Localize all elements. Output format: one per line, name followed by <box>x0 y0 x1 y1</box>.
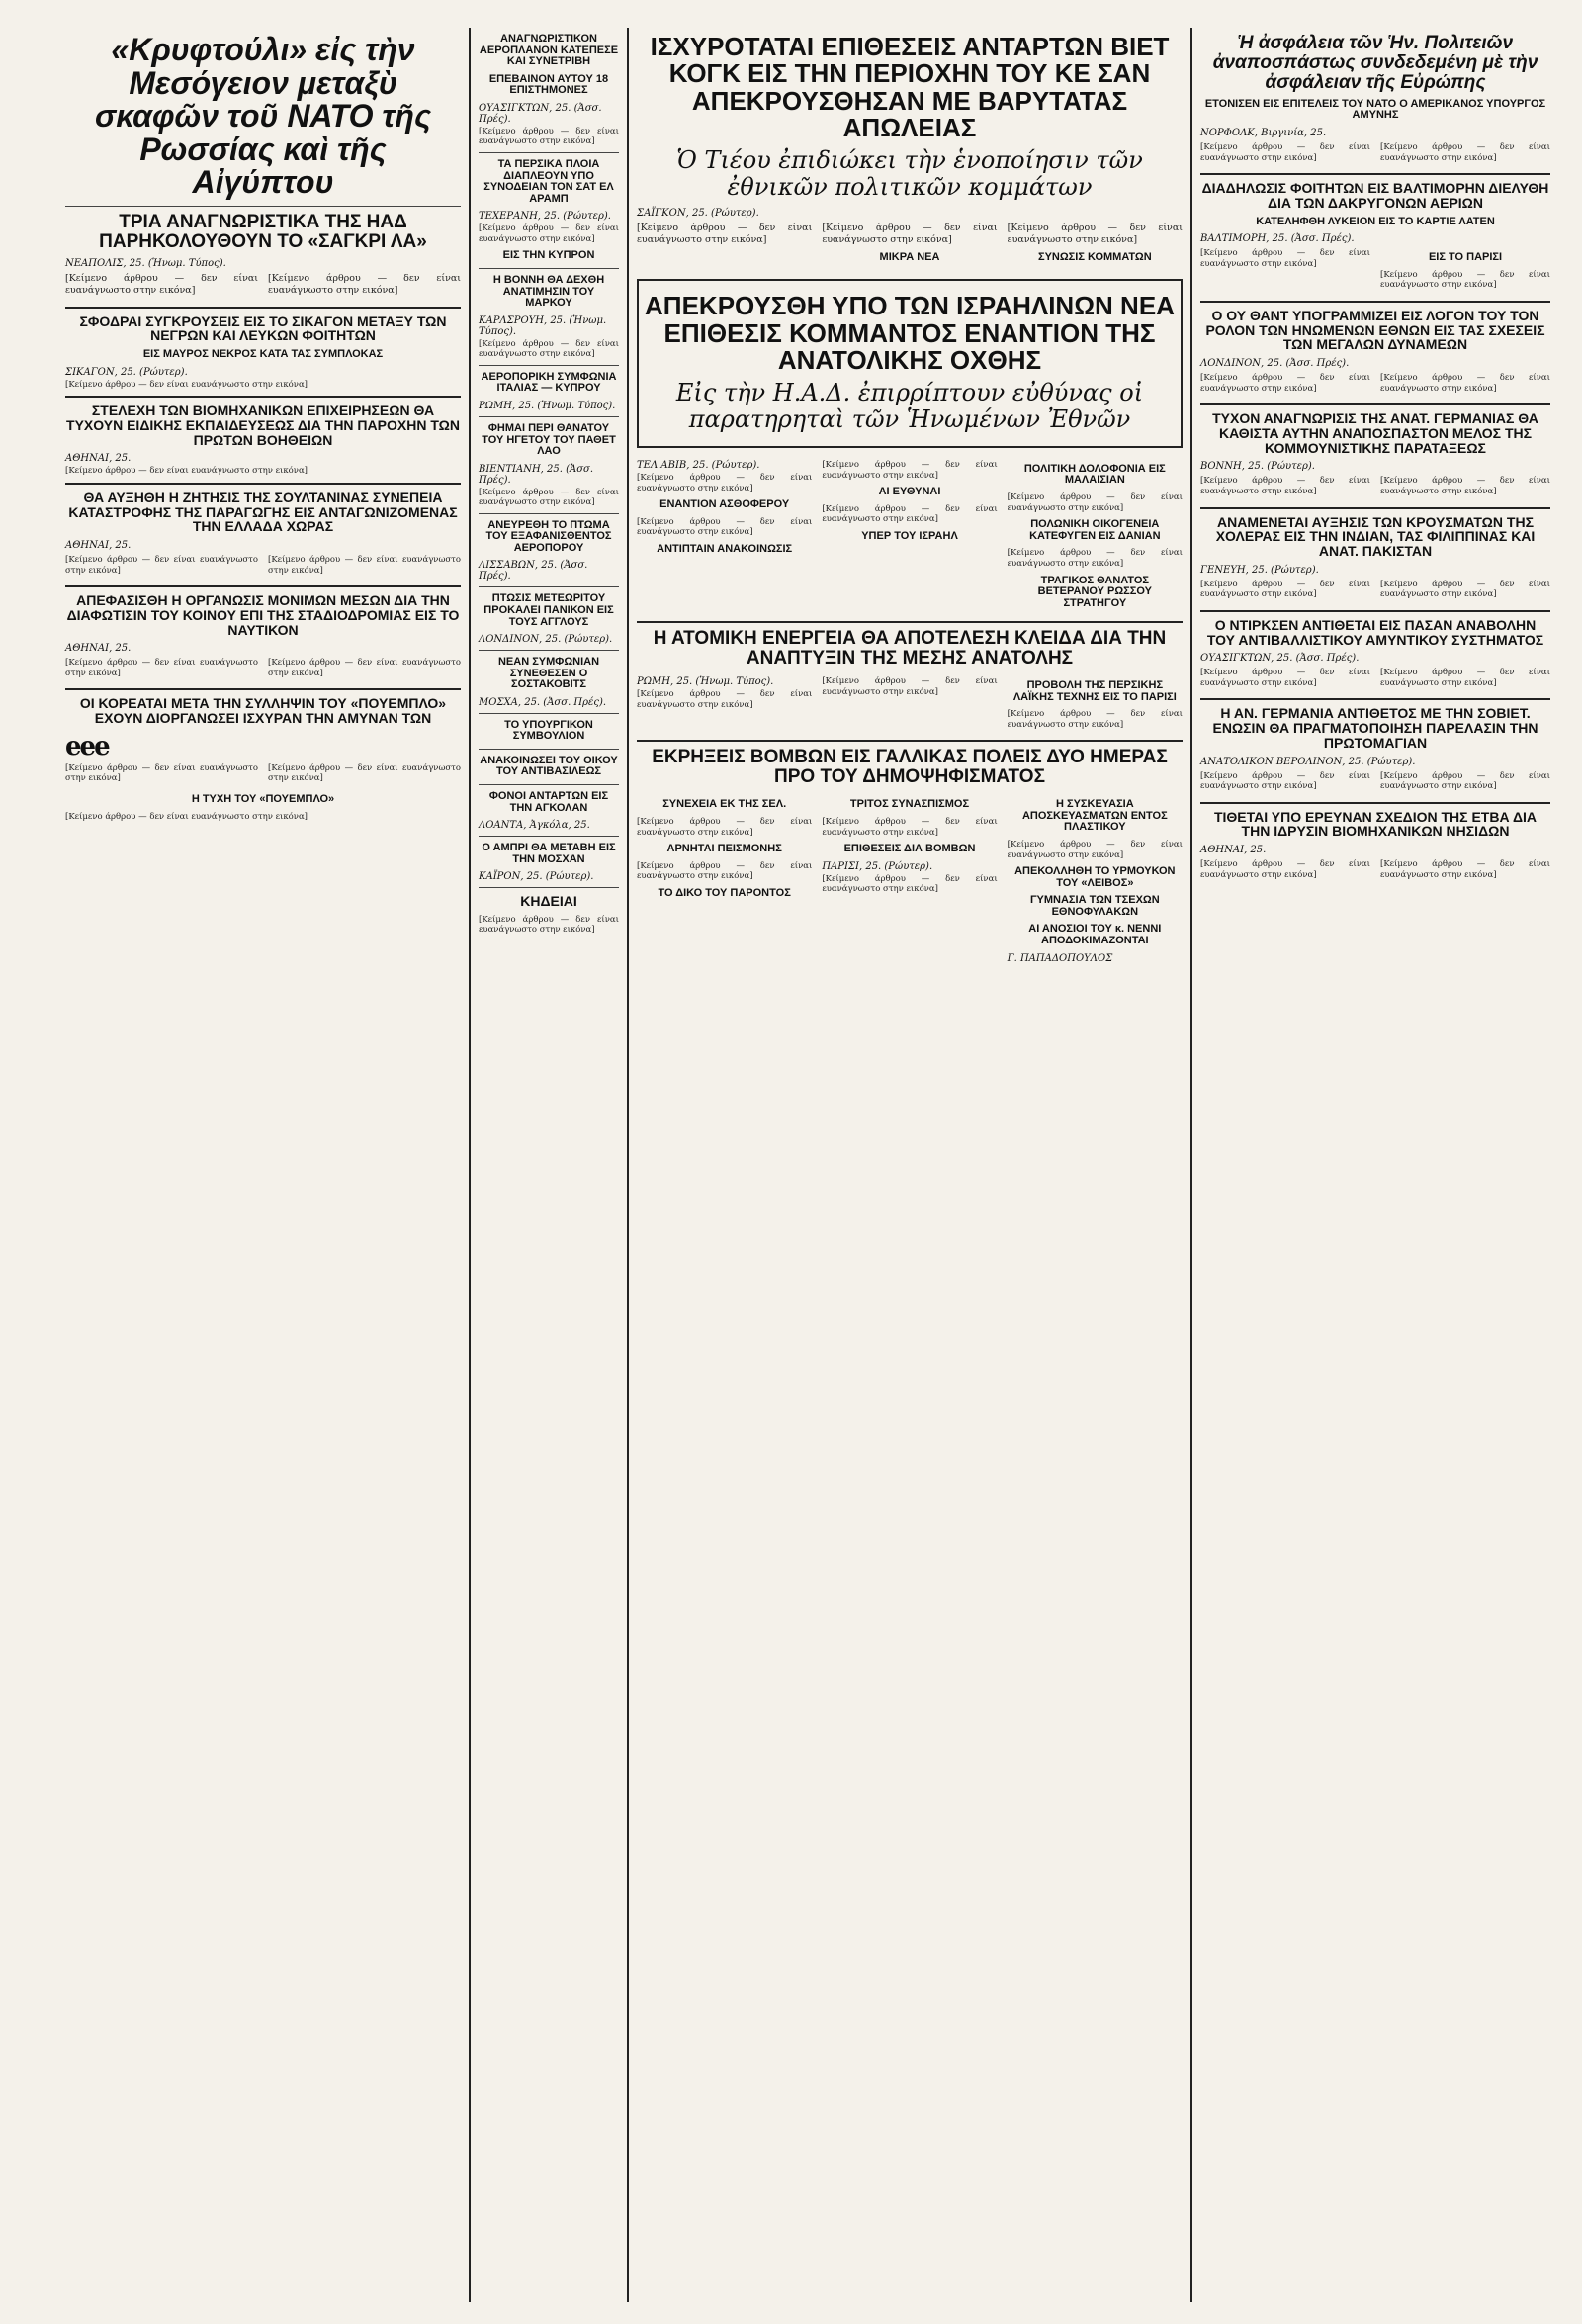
body-text: [Κείμενο άρθρου — δεν είναι ευανάγνωστο στην εικόνα] <box>479 914 619 936</box>
subhead-scientists: ΕΠΕΒΑΙΝΟΝ ΑΥΤΟΥ 18 ΕΠΙΣΤΗΜΟΝΕΣ <box>488 72 609 97</box>
dateline: ΛΟΑΝΤΑ, Ἀγκόλα, 25. <box>479 820 590 832</box>
box-nenni: ΑΙ ΑΝΟΣΙΟΙ ΤΟΥ κ. ΝΕΝΝΙ ΑΠΟΔΟΚΙΜΑΖΟΝΤΑΙ <box>1028 923 1162 946</box>
dateline: ΝΕΑΠΟΛΙΣ, 25. (Ἡνωμ. Τύπος). <box>65 257 226 269</box>
body-text: [Κείμενο άρθρου — δεν είναι ευανάγνωστο στην εικόνα] <box>65 658 258 678</box>
dateline: ΒΙΕΝΤΙΑΝΗ, 25. (Ἀσσ. Πρές). <box>479 463 594 486</box>
subhead-section: ΕΝΑΝΤΙΟΝ ΑΣΘΟΦΕΡΟΥ <box>659 498 790 511</box>
box-czech-militia: ΓΥΜΝΑΣΙΑ ΤΩΝ ΤΣΕΧΩΝ ΕΘΝΟΦΥΛΑΚΩΝ <box>1029 894 1160 918</box>
body-text: [Κείμενο άρθρου — δεν είναι ευανάγνωστο στην εικόνα] <box>1380 141 1550 163</box>
article-body <box>1200 666 1550 692</box>
headline-u-thant: Ο ΟΥ ΘΑΝΤ ΥΠΟΓΡΑΜΜΙΖΕΙ ΕΙΣ ΛΟΓΟΝ ΤΟΥ ΤΟΝ ΡΟΛΟΝ ΤΩΝ ΗΝΩΜΕΝΩΝ ΕΘΝΩΝ ΕΙΣ ΤΑΣ ΣΧΕΣΕΙΣ ΤΩΝ ΜΕΓΑΛΩΝ ΔΥΝΑΜΕΩΝ <box>1205 307 1545 353</box>
author-signature: Γ. ΠΑΠΑΔΟΠΟΥΛΟΣ <box>1007 952 1113 964</box>
body-text: [Κείμενο άρθρου — δεν είναι ευανάγνωστο στην εικόνα] <box>479 126 619 147</box>
headline-shostakovich: ΝΕΑΝ ΣΥΜΦΩΝΙΑΝ ΣΥΝΕΘΕΣΕΝ Ο ΣΟΣΤΑΚΟΒΙΤΣ <box>497 656 600 691</box>
body-text: [Κείμενο άρθρου — δεν είναι ευανάγνωστο στην εικόνα] <box>1200 476 1370 496</box>
body-text: [Κείμενο άρθρου — δεν είναι ευανάγνωστο στην εικόνα] <box>1200 248 1370 269</box>
body-text: [Κείμενο άρθρου — δεν είναι ευανάγνωστο στην εικόνα] <box>1007 492 1183 513</box>
headline-koreans-pueblo: ΟΙ ΚΟΡΕΑΤΑΙ ΜΕΤΑ ΤΗΝ ΣΥΛΛΗΨΙΝ ΤΟΥ «ΠΟΥΕΜΠΛΟ» ΕΧΟΥΝ ΔΙΟΡΓΑΝΩΣΕΙ ΙΣΧΥΡΑΝ ΤΗΝ ΑΜΥΝΑΝ ΤΩΝ <box>79 695 447 727</box>
dateline: ΑΘΗΝΑΙ, 25. <box>65 453 132 465</box>
column-2 <box>471 28 629 2302</box>
dateline: ΣΑΪΓΚΟΝ, 25. (Ρώυτερ). <box>637 207 759 219</box>
box-plastic-packaging: Η ΣΥΣΚΕΥΑΣΙΑ ΑΠΟΣΚΕΥΑΣΜΑΤΩΝ ΕΝΤΟΣ ΠΛΑΣΤΙΚΟΥ <box>1021 798 1168 834</box>
body-text: [Κείμενο άρθρου — δεν είναι ευανάγνωστο στην εικόνα] <box>1380 668 1550 688</box>
headline-meteorite: ΠΤΩΣΙΣ ΜΕΤΕΩΡΙΤΟΥ ΠΡΟΚΑΛΕΙ ΠΑΝΙΚΟΝ ΕΙΣ ΤΟΥΣ ΑΓΓΛΟΥΣ <box>483 592 614 628</box>
subhead-un-observers: Εἰς τὴν Η.Α.Δ. ἐπιρρίπτουν εὐθύνας οἱ παρατηρηταὶ τῶν Ἡνωμένων Ἐθνῶν <box>675 379 1144 433</box>
article-body <box>1200 578 1550 604</box>
body-text: [Κείμενο άρθρου — δεν είναι ευανάγνωστο στην εικόνα] <box>1007 222 1183 245</box>
headline-cabinet: ΤΟ ΥΠΟΥΡΓΙΚΟΝ ΣΥΜΒΟΥΛΙΟΝ <box>504 718 593 743</box>
box-livos-ship: ΑΠΕΚΟΛΛΗΘΗ ΤΟ ΥΡΜΟΥΚΟΝ ΤΟΥ «ΛΕΙΒΟΣ» <box>1014 865 1176 889</box>
body-text: [Κείμενο άρθρου — δεν είναι ευανάγνωστο στην εικόνα] <box>637 472 813 493</box>
headline-aviator-body: ΑΝΕΥΡΕΘΗ ΤΟ ΠΤΩΜΑ ΤΟΥ ΕΞΑΦΑΝΙΣΘΕΝΤΟΣ ΑΕΡΟΠΟΡΟΥ <box>485 518 612 554</box>
dateline: ΛΙΣΣΑΒΩΝ, 25. (Ἀσσ. Πρές). <box>479 560 588 582</box>
body-text: [Κείμενο άρθρου — δεν είναι ευανάγνωστο στην εικόνα] <box>65 811 308 822</box>
body-text: [Κείμενο άρθρου — δεν είναι ευανάγνωστο στην εικόνα] <box>1007 840 1183 860</box>
headline-atomic-energy: Η ΑΤΟΜΙΚΗ ΕΝΕΡΓΕΙΑ ΘΑ ΑΠΟΤΕΛΕΣΗ ΚΛΕΙΔΑ ΔΙΑ ΤΗΝ ΑΝΑΠΤΥΞΙΝ ΤΗΣ ΜΕΣΗΣ ΑΝΑΤΟΛΗΣ <box>653 628 1167 670</box>
dateline: ΛΟΝΔΙΝΟΝ, 25. (Ἀσσ. Πρές). <box>1200 357 1350 369</box>
body-text: [Κείμενο άρθρου — δεν είναι ευανάγνωστο στην εικόνα] <box>1200 372 1370 394</box>
body-text: [Κείμενο άρθρου — δεν είναι ευανάγνωστο στην εικόνα] <box>1200 770 1370 792</box>
headline-bonn-mark: Η ΒΟΝΝΗ ΘΑ ΔΕΧΘΗ ΑΝΑΤΙΜΗΣΙΝ ΤΟΥ ΜΑΡΚΟΥ <box>492 273 605 310</box>
subhead-minor-news: ΜΙΚΡΑ ΝΕΑ <box>879 250 940 263</box>
dateline: ΓΕΝΕΥΗ, 25. (Ρώυτερ). <box>1200 564 1319 576</box>
box-malaysia: ΠΟΛΙΤΙΚΗ ΔΟΛΟΦΟΝΙΑ ΕΙΣ ΜΑΛΑΙΣΙΑΝ <box>1023 462 1166 487</box>
dateline: ΣΙΚΑΓΟΝ, 25. (Ρώυτερ). <box>65 366 188 378</box>
body-text: [Κείμενο άρθρου — δεν είναι ευανάγνωστο στην εικόνα] <box>637 222 813 245</box>
column-4 <box>1192 28 1558 2302</box>
dateline: ΑΘΗΝΑΙ, 25. <box>65 643 132 655</box>
dateline: ΜΟΣΧΑ, 25. (Ἀσσ. Πρές). <box>479 696 607 708</box>
dateline: ΑΘΗΝΑΙ, 25. <box>1200 845 1267 856</box>
dateline: ΒΑΛΤΙΜΟΡΗ, 25. (Ἀσσ. Πρές). <box>1200 233 1355 245</box>
body-text: [Κείμενο άρθρου — δεν είναι ευανάγνωστο στην εικόνα] <box>822 676 998 697</box>
body-text: [Κείμενο άρθρου — δεν είναι ευανάγνωστο στην εικόνα] <box>637 516 813 538</box>
body-text: [Κείμενο άρθρου — δεν είναι ευανάγνωστο στην εικόνα] <box>65 379 308 390</box>
body-text: [Κείμενο άρθρου — δεν είναι ευανάγνωστο στην εικόνα] <box>268 762 461 784</box>
column-1 <box>57 28 471 2302</box>
body-text: [Κείμενο άρθρου — δεν είναι ευανάγνωστο στην εικόνα] <box>822 459 998 481</box>
dateline: ΛΟΝΔΙΝΟΝ, 25. (Ρώυτερ). <box>479 634 613 646</box>
article-body <box>1200 371 1550 398</box>
body-text: [Κείμενο άρθρου — δεν είναι ευανάγνωστο στην εικόνα] <box>1007 709 1183 730</box>
article-body <box>637 221 1183 269</box>
article-body <box>1200 769 1550 796</box>
headline-etva: ΤΙΘΕΤΑΙ ΥΠΟ ΕΡΕΥΝΑΝ ΣΧΕΔΙΟΝ ΤΗΣ ΕΤΒΑ ΔΙΑ ΤΗΝ ΙΔΡΥΣΙΝ ΒΙΟΜΗΧΑΝΙΚΩΝ ΝΗΣΙΔΩΝ <box>1213 808 1538 840</box>
body-text: [Κείμενο άρθρου — δεν είναι ευανάγνωστο στην εικόνα] <box>1200 668 1370 688</box>
body-text: [Κείμενο άρθρου — δεν είναι ευανάγνωστο στην εικόνα] <box>268 554 461 576</box>
body-text: [Κείμενο άρθρου — δεν είναι ευανάγνωστο στην εικόνα] <box>65 762 258 784</box>
subhead-cyprus: ΕΙΣ ΤΗΝ ΚΥΠΡΟΝ <box>502 249 595 262</box>
subhead-latin-quarter: ΚΑΤΕΛΗΦΘΗ ΛΥΚΕΙΟΝ ΕΙΣ ΤΟ ΚΑΡΤΙΕ ΛΑΤΕΝ <box>1256 215 1495 227</box>
headline-sultanina: ΘΑ ΑΥΞΗΘΗ Η ΖΗΤΗΣΙΣ ΤΗΣ ΣΟΥΛΤΑΝΙΝΑΣ ΣΥΝΕΠΕΙΑ ΚΑΤΑΣΤΡΟΦΗΣ ΤΗΣ ΠΑΡΑΓΩΓΗΣ ΕΙΣ ΑΝΤΑΓΩΝΙΖΟΜΕΝΑΣ ΤΗΝ ΕΛΛΑΔΑ ΧΩΡΑΣ <box>68 489 458 535</box>
headline-viet-cong: ΙΣΧΥΡΟΤΑΤΑΙ ΕΠΙΘΕΣΕΙΣ ΑΝΤΑΡΤΩΝ ΒΙΕΤ ΚΟΓΚ ΕΙΣ ΤΗΝ ΠΕΡΙΟΧΗΝ ΤΟΥ ΚΕ ΣΑΝ ΑΠΕΚΡΟΥΣΘΗΣΑΝ ΜΕ ΒΑΡΥΤΑΤΑΣ ΑΠΩΛΕΙΑΣ <box>650 32 1170 142</box>
dateline: ΡΩΜΗ, 25. (Ἡνωμ. Τύπος). <box>479 400 616 411</box>
headline-israel-commandos: ΑΠΕΚΡΟΥΣΘΗ ΥΠΟ ΤΩΝ ΙΣΡΑΗΛΙΝΩΝ ΝΕΑ ΕΠΙΘΕΣΙΣ ΚΟΜΜΑΝΤΟΣ ΕΝΑΝΤΙΟΝ ΤΗΣ ΑΝΑΤΟΛΙΚΗΣ ΟΧΘΗΣ <box>645 291 1175 375</box>
subhead-section: ΑΡΝΗΤΑΙ ΠΕΙΣΜΟΝΗΣ <box>666 843 782 855</box>
dateline: ΑΘΗΝΑΙ, 25. <box>65 539 132 551</box>
dateline: ΝΟΡΦΟΛΚ, Βιργινία, 25. <box>1200 127 1327 138</box>
body-text: [Κείμενο άρθρου — δεν είναι ευανάγνωστο στην εικόνα] <box>1380 372 1550 394</box>
subhead-chicago: ΕΙΣ ΜΑΥΡΟΣ ΝΕΚΡΟΣ ΚΑΤΑ ΤΑΣ ΣΥΜΠΛΟΚΑΣ <box>142 347 384 360</box>
column-3 <box>629 28 1192 2302</box>
dateline: ΚΑΪΡΟΝ, 25. (Ρώυτερ). <box>479 871 594 883</box>
body-text: [Κείμενο άρθρου — δεν είναι ευανάγνωστο στην εικόνα] <box>822 222 998 245</box>
subhead-continued: ΣΥΝΕΧΕΙΑ ΕΚ ΤΗΣ ΣΕΛ. <box>662 798 787 811</box>
box-persian-art: ΠΡΟΒΟΛΗ ΤΗΣ ΠΕΡΣΙΚΗΣ ΛΑΪΚΗΣ ΤΕΧΝΗΣ ΕΙΣ ΤΟ ΠΑΡΙΣΙ <box>1012 679 1177 703</box>
body-text: [Κείμενο άρθρου — δεν είναι ευανάγνωστο στην εικόνα] <box>637 689 813 710</box>
headline-regent: ΑΝΑΚΟΙΝΩΣΕΙ ΤΟΥ ΟΙΚΟΥ ΤΟΥ ΑΝΤΙΒΑΣΙΛΕΩΣ <box>480 754 618 778</box>
body-text: [Κείμενο άρθρου — δεν είναι ευανάγνωστο στην εικόνα] <box>1380 770 1550 792</box>
body-text: [Κείμενο άρθρου — δεν είναι ευανάγνωστο στην εικόνα] <box>65 554 258 576</box>
agency-logo: eee <box>65 731 109 761</box>
body-text: [Κείμενο άρθρου — δεν είναι ευανάγνωστο στην εικόνα] <box>637 860 813 882</box>
france-body <box>637 793 1183 965</box>
body-text: [Κείμενο άρθρου — δεν είναι ευανάγνωστο στην εικόνα] <box>479 338 619 360</box>
dateline: ΤΕΛ ΑΒΙΒ, 25. (Ρώυτερ). <box>637 459 760 471</box>
headline-baltimore: ΔΙΑΔΗΛΩΣΙΣ ΦΟΙΤΗΤΩΝ ΕΙΣ ΒΑΛΤΙΜΟΡΗΝ ΔΙΕΛΥΘΗ ΔΙΑ ΤΩΝ ΔΑΚΡΥΓΟΝΩΝ ΑΕΡΙΩΝ <box>1201 180 1549 211</box>
subhead-section: ΑΙ ΕΥΘΥΝΑΙ <box>878 486 941 498</box>
article-body <box>65 553 461 580</box>
dateline: ΒΟΝΝΗ, 25. (Ρώυτερ). <box>1200 461 1315 473</box>
article-body <box>65 761 461 788</box>
body-text: [Κείμενο άρθρου — δεν είναι ευανάγνωστο στην εικόνα] <box>268 658 461 678</box>
dateline: ΡΩΜΗ, 25. (Ἡνωμ. Τύπος). <box>637 676 774 688</box>
body-text: [Κείμενο άρθρου — δεν είναι ευανάγνωστο στην εικόνα] <box>1380 579 1550 600</box>
body-text: [Κείμενο άρθρου — δεν είναι ευανάγνωστο στην εικόνα] <box>1200 859 1370 880</box>
dateline: ΑΝΑΤΟΛΙΚΟΝ ΒΕΡΟΛΙΝΟΝ, 25. (Ρώυτερ). <box>1200 756 1416 767</box>
dateline: ΤΕΧΕΡΑΝΗ, 25. (Ρώυτερ). <box>479 211 611 223</box>
headline-navy-careers: ΑΠΕΦΑΣΙΣΘΗ Η ΟΡΓΑΝΩΣΙΣ ΜΟΝΙΜΩΝ ΜΕΣΩΝ ΔΙΑ ΤΗΝ ΔΙΑΦΩΤΙΣΙΝ ΤΟΥ ΚΟΙΝΟΥ ΕΠΙ ΤΗΣ ΣΤΑΔΙΟΔΡΟΜΙΑΣ ΕΙΣ ΤΟ ΝΑΥΤΙΚΟΝ <box>66 592 460 638</box>
body-text: [Κείμενο άρθρου — δεν είναι ευανάγνωστο στην εικόνα] <box>1380 269 1550 291</box>
headline-us-europe-security: Ἡ ἀσφάλεια τῶν Ἡν. Πολιτειῶν ἀναποσπάστως συνδεδεμένη μὲ τὴν ἀσφάλειαν τῆς Εὐρώπης <box>1212 33 1538 93</box>
headline-may-day: Η ΑΝ. ΓΕΡΜΑΝΙΑ ΑΝΤΙΘΕΤΟΣ ΜΕ ΤΗΝ ΣΟΒΙΕΤ. ΕΝΩΣΙΝ ΘΑ ΠΡΑΓΜΑΤΟΠΟΙΗΣΗ ΠΑΡΕΛΑΣΙΝ ΤΗΝ ΠΡΩΤΟΜΑΓΙΑΝ <box>1212 705 1538 751</box>
subhead-section: ΕΠΙΘΕΣΕΙΣ ΔΙΑ ΒΟΜΒΩΝ <box>843 843 976 855</box>
subhead-section: ΑΝΤΙΠΤΑΙΝ ΑΝΑΚΟΙΝΩΣΙΣ <box>657 542 793 555</box>
subhead-thieu: Ὁ Τιέου ἐπιδιώκει τὴν ἑνοποίησιν τῶν ἐθνικῶν πολιτικῶν κομμάτων <box>676 146 1143 201</box>
article-body <box>65 656 461 682</box>
body-text: [Κείμενο άρθρου — δεν είναι ευανάγνωστο στην εικόνα] <box>822 873 998 895</box>
headline-bombs-france: ΕΚΡΗΞΕΙΣ ΒΟΜΒΩΝ ΕΙΣ ΓΑΛΛΙΚΑΣ ΠΟΛΕΙΣ ΔΥΟ ΗΜΕΡΑΣ ΠΡΟ ΤΟΥ ΔΗΜΟΨΗΦΙΣΜΑΤΟΣ <box>652 747 1168 788</box>
body-text: [Κείμενο άρθρου — δεν είναι ευανάγνωστο στην εικόνα] <box>1380 476 1550 496</box>
israel-body <box>637 458 1183 615</box>
body-text: [Κείμενο άρθρου — δεν είναι ευανάγνωστο στην εικόνα] <box>479 223 619 244</box>
article-body <box>1200 246 1550 295</box>
headline-mediterranean: «Κρυφτούλι» εἰς τὴν Μεσόγειον μεταξὺ σκαφῶν τοῦ ΝΑΤΟ τῆς Ρωσσίας καὶ τῆς Αἰγύπτου <box>95 32 431 201</box>
headline-persian-ships: ΤΑ ΠΕΡΣΙΚΑ ΠΛΟΙΑ ΔΙΑΠΛΕΟΥΝ ΥΠΟ ΣΥΝΟΔΕΙΑΝ ΤΟΝ ΣΑΤ ΕΛ ΑΡΑΜΠ <box>483 157 614 205</box>
headline-angola: ΦΟΝΟΙ ΑΝΤΑΡΤΩΝ ΕΙΣ ΤΗΝ ΑΓΚΟΛΑΝ <box>488 789 609 814</box>
headline-dirksen: Ο ΝΤΙΡΚΣΕΝ ΑΝΤΙΘΕΤΑΙ ΕΙΣ ΠΑΣΑΝ ΑΝΑΒΟΛΗΝ ΤΟΥ ΑΝΤΙΒΑΛΛΙΣΤΙΚΟΥ ΑΜΥΝΤΙΚΟΥ ΣΥΣΤΗΜΑΤΟΣ <box>1206 616 1544 648</box>
body-text: [Κείμενο άρθρου — δεν είναι ευανάγνωστο στην εικόνα] <box>1200 141 1370 163</box>
body-text: [Κείμενο άρθρου — δεν είναι ευανάγνωστο στην εικόνα] <box>268 272 461 296</box>
headline-italy-cyprus: ΑΕΡΟΠΟΡΙΚΗ ΣΥΜΦΩΝΙΑ ΙΤΑΛΙΑΣ — ΚΥΠΡΟΥ <box>481 370 617 395</box>
article-body <box>1200 857 1550 884</box>
headline-chicago: ΣΦΟΔΡΑΙ ΣΥΓΚΡΟΥΣΕΙΣ ΕΙΣ ΤΟ ΣΙΚΑΓΟΝ ΜΕΤΑΞΥ ΤΩΝ ΝΕΓΡΩΝ ΚΑΙ ΛΕΥΚΩΝ ΦΟΙΤΗΤΩΝ <box>79 313 447 344</box>
subhead-section: ΤΟ ΔΙΚΟ ΤΟΥ ΠΑΡΟΝΤΟΣ <box>658 886 791 899</box>
article-body <box>1200 140 1550 167</box>
article-body <box>1200 474 1550 500</box>
body-text: [Κείμενο άρθρου — δεν είναι ευανάγνωστο στην εικόνα] <box>1380 859 1550 880</box>
dateline: ΟΥΑΣΙΓΚΤΩΝ, 25. (Ἀσσ. Πρές). <box>1200 653 1360 665</box>
subhead-recon-planes: ΤΡΙΑ ΑΝΑΓΝΩΡΙΣΤΙΚΑ ΤΗΣ ΗΑΔ ΠΑΡΗΚΟΛΟΥΘΟΥΝ ΤΟ «ΣΑΓΚΡΙ ΛΑ» <box>99 211 427 252</box>
headline-pathet-lao: ΦΗΜΑΙ ΠΕΡΙ ΘΑΝΑΤΟΥ ΤΟΥ ΗΓΕΤΟΥ ΤΟΥ ΠΑΘΕΤ ΛΑΟ <box>482 421 616 458</box>
box-polish-family: ΠΟΛΩΝΙΚΗ ΟΙΚΟΓΕΝΕΙΑ ΚΑΤΕΦΥΓΕΝ ΕΙΣ ΔΑΝΙΑΝ <box>1029 518 1161 542</box>
subhead-pueblo-fate: Η ΤΥΧΗ ΤΟΥ «ΠΟΥΕΜΠΛΟ» <box>191 793 335 806</box>
dateline: ΟΥΑΣΙΓΚΤΩΝ, 25. (Ἀσσ. Πρές). <box>479 102 602 125</box>
article-body <box>65 271 461 301</box>
atomic-body <box>637 674 1183 734</box>
subhead-nato: ΕΤΟΝΙΣΕΝ ΕΙΣ ΕΠΙΤΕΛΕΙΣ ΤΟΥ ΝΑΤΟ Ο ΑΜΕΡΙΚΑΝΟΣ ΥΠΟΥΡΓΟΣ ΑΜΥΝΗΣ <box>1204 97 1546 122</box>
headline-recon-crash: ΑΝΑΓΝΩΡΙΣΤΙΚΟΝ ΑΕΡΟΠΛΑΝΟΝ ΚΑΤΕΠΕΣΕ ΚΑΙ ΣΥΝΕΤΡΙΒΗ <box>479 33 619 68</box>
subhead-section: ΥΠΕΡ ΤΟΥ ΙΣΡΑΗΛ <box>861 529 958 542</box>
box-russian-general: ΤΡΑΓΙΚΟΣ ΘΑΝΑΤΟΣ ΒΕΤΕΡΑΝΟΥ ΡΩΣΣΟΥ ΣΤΡΑΤΗΓΟΥ <box>1037 574 1152 609</box>
subhead-party-merger: ΣΥΝΩΣΙΣ ΚΟΜΜΑΤΩΝ <box>1037 250 1152 263</box>
israel-article <box>637 279 1183 448</box>
headline-funerals: ΚΗΔΕΙΑΙ <box>520 893 577 910</box>
dateline: ΠΑΡΙΣΙ, 25. (Ρώυτερ). <box>822 860 933 872</box>
headline-amri-moscow: Ο ΑΜΠΡΙ ΘΑ ΜΕΤΑΒΗ ΕΙΣ ΤΗΝ ΜΟΣΧΑΝ <box>482 842 616 865</box>
body-text: [Κείμενο άρθρου — δεν είναι ευανάγνωστο στην εικόνα] <box>822 816 998 838</box>
body-text: [Κείμενο άρθρου — δεν είναι ευανάγνωστο στην εικόνα] <box>65 272 258 296</box>
body-text: [Κείμενο άρθρου — δεν είναι ευανάγνωστο στην εικόνα] <box>1007 548 1183 569</box>
body-text: [Κείμενο άρθρου — δεν είναι ευανάγνωστο στην εικόνα] <box>637 816 813 838</box>
subhead-section: ΤΡΙΤΟΣ ΣΥΝΑΣΠΙΣΜΟΣ <box>849 798 970 811</box>
body-text: [Κείμενο άρθρου — δεν είναι ευανάγνωστο στην εικόνα] <box>479 487 619 508</box>
body-text: [Κείμενο άρθρου — δεν είναι ευανάγνωστο στην εικόνα] <box>1200 579 1370 600</box>
dateline: ΚΑΡΛΣΡΟΥΗ, 25. (Ἡνωμ. Τύπος). <box>479 314 607 337</box>
headline-cholera: ΑΝΑΜΕΝΕΤΑΙ ΑΥΞΗΣΙΣ ΤΩΝ ΚΡΟΥΣΜΑΤΩΝ ΤΗΣ ΧΟΛΕΡΑΣ ΕΙΣ ΤΗΝ ΙΝΔΙΑΝ, ΤΑΣ ΦΙΛΙΠΠΙΝΑΣ ΚΑΙ ΑΝΑΤ. ΠΑΚΙΣΤΑΝ <box>1215 513 1536 559</box>
headline-east-germany: ΤΥΧΟΝ ΑΝΑΓΝΩΡΙΣΙΣ ΤΗΣ ΑΝΑΤ. ΓΕΡΜΑΝΙΑΣ ΘΑ ΚΑΘΙΣΤΑ ΑΥΤΗΝ ΑΝΑΠΟΣΠΑΣΤΟΝ ΜΕΛΟΣ ΤΗΣ ΚΟΜΜΟΥΝΙΣΤΙΚΗΣ ΠΑΡΑΤΑΞΕΩΣ <box>1212 410 1538 456</box>
subhead-paris: ΕΙΣ ΤΟ ΠΑΡΙΣΙ <box>1428 251 1503 264</box>
body-text: [Κείμενο άρθρου — δεν είναι ευανάγνωστο στην εικόνα] <box>65 466 308 477</box>
headline-first-aid: ΣΤΕΛΕΧΗ ΤΩΝ ΒΙΟΜΗΧΑΝΙΚΩΝ ΕΠΙΧΕΙΡΗΣΕΩΝ ΘΑ ΤΥΧΟΥΝ ΕΙΔΙΚΗΣ ΕΚΠΑΙΔΕΥΣΕΩΣ ΔΙΑ ΤΗΝ ΠΑΡΟΧΗΝ ΤΩΝ ΠΡΩΤΩΝ ΒΟΗΘΕΙΩΝ <box>66 402 460 448</box>
body-text: [Κείμενο άρθρου — δεν είναι ευανάγνωστο στην εικόνα] <box>822 503 998 525</box>
